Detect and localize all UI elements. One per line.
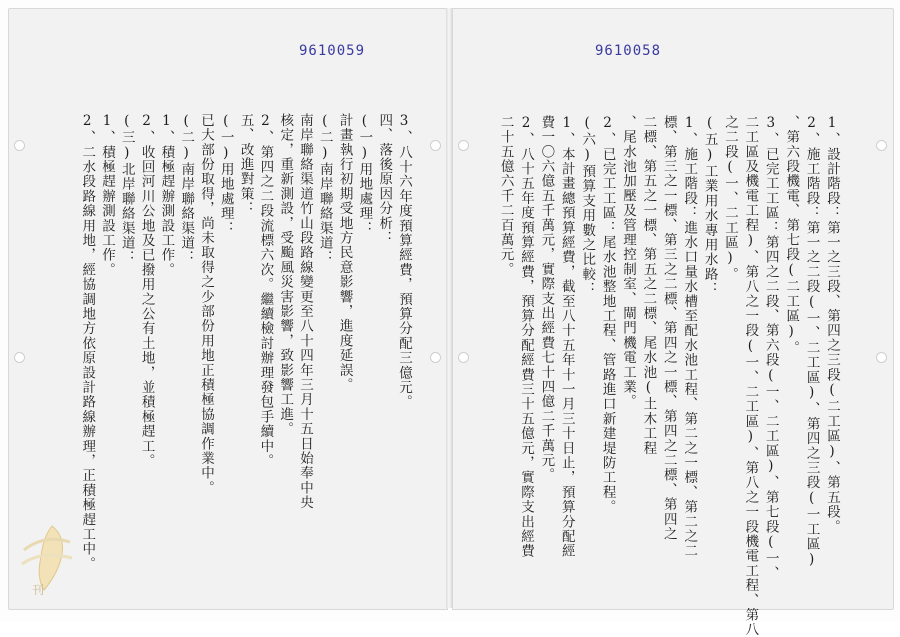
text-column: 已大部份取得，尚未取得之少部份用地正積極協調作業中。 (198, 113, 214, 496)
watermark-text: 刊 (32, 583, 45, 597)
text-column: (五)工業用水專用水路： (701, 115, 718, 297)
binder-hole (430, 140, 441, 151)
text-column: 標、第三之一標、第三之二標、第四之一標、第四之二標、第四之 (660, 115, 677, 542)
text-column: 二十五億六千二百萬元。 (497, 115, 514, 277)
binder-hole (430, 352, 441, 363)
text-column: 3、八十六年度預算經費，預算分配三億元。 (396, 113, 412, 410)
left-page-number: 9610059 (299, 43, 366, 59)
text-column: 費一〇六億五千萬元，實際支出經費七十四億二千萬元。 (538, 115, 555, 483)
text-column: 1、施工階段：進水口量水槽至配水池工程、第二之一標、第二之二 (681, 115, 698, 559)
right-page-number: 9610058 (595, 43, 662, 59)
binder-hole (876, 352, 887, 363)
text-column: 2、八十五年度預算經費，預算分配經費三十五億元，實際支出經費 (518, 115, 534, 559)
text-column: 五、改進對策： (237, 113, 254, 216)
text-column: (一)用地處理： (217, 113, 234, 236)
text-column: 2、施工階段：第一之二段(一、二工區)、第四之三段(一工區) (803, 115, 820, 569)
right-page (452, 8, 894, 637)
text-column: 二標、第五之一標、第五之二標、尾水池(土木工程 (640, 115, 657, 456)
text-column: 1、積極趕辦測設工作。 (158, 113, 175, 278)
text-column: (六)預算支用數之比較： (579, 115, 596, 297)
text-column: (二)南岸聯絡渠道： (178, 113, 195, 265)
text-column: 1、設計階段：第一之三段、第四之三段(二工區)、第五段。 (824, 115, 840, 535)
binder-hole (458, 140, 469, 151)
taiwan-map-logo-icon (14, 520, 84, 600)
binder-hole (876, 140, 887, 151)
text-column: 2、二水段路線用地，經協調地方依原設計路線辦理，正積極趕工中。 (79, 113, 96, 572)
binder-hole (14, 140, 25, 151)
text-column: 計畫執行初期受地方民意影響，進度延誤。 (336, 113, 353, 393)
binder-hole (458, 352, 469, 363)
text-column: 1、積極趕辦測設工作。 (99, 113, 115, 278)
text-column: 南岸聯絡渠道竹山段路線變更至八十四年三月十五日始奉中央 (297, 113, 313, 510)
text-column: 二工區及機電工程)、第八之一段(一、二工區)、第八之一段機電工程、第八 (742, 115, 759, 637)
text-column: 、第六段機電、第七段(二工區)。 (783, 115, 800, 356)
text-column: (一)用地處理： (356, 113, 373, 236)
text-column: (三)北岸聯絡渠道： (118, 113, 135, 265)
text-column: 、尾水池加壓及管理控制室、閘門機電工業。 (620, 115, 636, 409)
text-column: 之二段(一、二工區)。 (722, 115, 738, 282)
text-column: 2、第四之二段流標六次。繼續檢討辦理發包手續中。 (257, 113, 274, 469)
text-column: 四、落後原因分析： (376, 113, 393, 246)
text-column: 2、收回河川公地及已撥用之公有土地，並積極趕工。 (138, 113, 155, 469)
binder-hole (14, 352, 25, 363)
text-column: 2、已完工工區：尾水池整地工程、管路進口新建堤防工程。 (599, 115, 616, 515)
text-column: 3、已完工工區：第四之二段、第六段(一、二工區)、第七段(一、 (762, 115, 779, 581)
text-column: 1、本計畫總預算經費，截至八十五年十一月三十日止，預算分配經 (558, 115, 575, 559)
text-column: (二)南岸聯絡渠道： (316, 113, 333, 265)
text-column: 核定，重新測設，受颱風災害影響，致影響工進。 (277, 113, 294, 437)
